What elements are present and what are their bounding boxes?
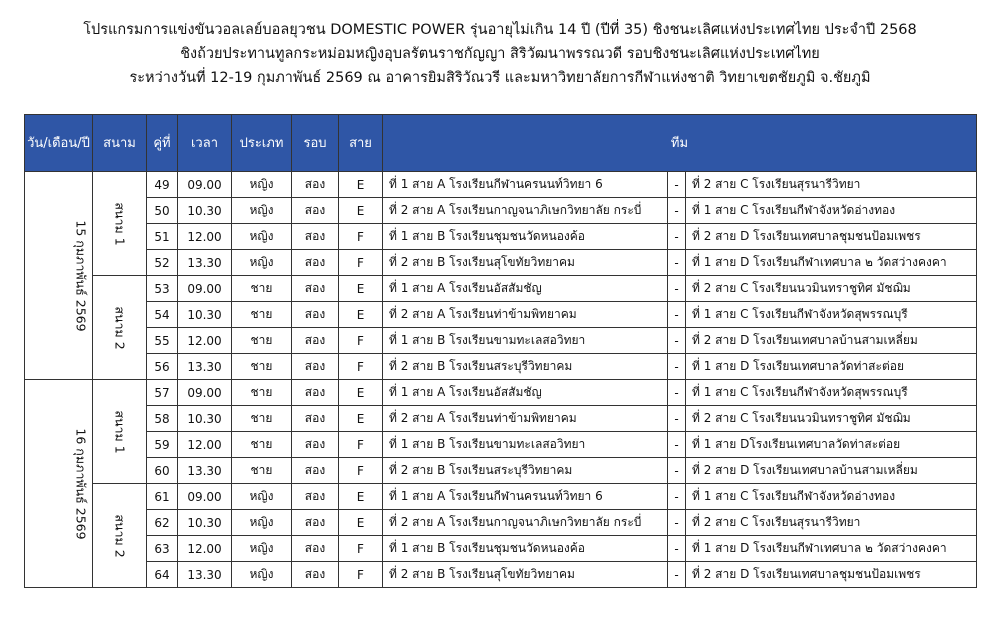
court-cell	[93, 380, 147, 484]
team-separator-cell: -	[668, 510, 686, 536]
type-cell: ชาย	[232, 458, 292, 484]
type-cell: หญิง	[232, 250, 292, 276]
team-a-cell: ที่ 2 สาย B โรงเรียนสระบุรีวิทยาคม	[383, 354, 668, 380]
team-separator-cell: -	[668, 172, 686, 198]
type-cell: ชาย	[232, 432, 292, 458]
team-a-cell: ที่ 2 สาย B โรงเรียนสระบุรีวิทยาคม	[383, 458, 668, 484]
type-cell: ชาย	[232, 302, 292, 328]
line-cell: F	[339, 328, 383, 354]
type-cell: หญิง	[232, 536, 292, 562]
type-cell: ชาย	[232, 276, 292, 302]
round-cell: สอง	[292, 380, 339, 406]
col-header-line: สาย	[339, 115, 383, 172]
match-number-cell: 50	[147, 198, 178, 224]
table-row	[25, 458, 977, 484]
team-b-cell: ที่ 1 สาย C โรงเรียนกีฬาจังหวัดสุพรรณบุรี	[686, 302, 977, 328]
team-b-cell: ที่ 1 สาย D โรงเรียนกีฬาเทศบาล ๒ วัดสว่างคงคา	[686, 536, 977, 562]
col-header-team: ทีม	[383, 115, 977, 172]
col-header-time: เวลา	[178, 115, 232, 172]
team-a-cell: ที่ 1 สาย B โรงเรียนชุมชนวัดหนองค้อ	[383, 224, 668, 250]
date-cell	[25, 172, 93, 380]
match-number-cell: 53	[147, 276, 178, 302]
table-row	[25, 432, 977, 458]
team-separator-cell: -	[668, 250, 686, 276]
date-cell	[25, 380, 93, 588]
team-b-cell: ที่ 1 สาย D โรงเรียนกีฬาเทศบาล ๒ วัดสว่างคงคา	[686, 250, 977, 276]
match-number-cell: 64	[147, 562, 178, 588]
team-a-cell: ที่ 1 สาย B โรงเรียนขามทะเลสอวิทยา	[383, 432, 668, 458]
time-cell: 12.00	[178, 536, 232, 562]
title-line-3: ระหว่างวันที่ 12-19 กุมภาพันธ์ 2569 ณ อาคารยิมสิริวัณวรี และมหาวิทยาลัยการกีฬาแห่งชาติ วิทยาเขตชัยภูมิ จ.ชัยภูมิ	[129, 70, 871, 86]
time-cell: 09.00	[178, 380, 232, 406]
round-cell: สอง	[292, 484, 339, 510]
team-a-cell: ที่ 1 สาย A โรงเรียนกีฬานครนนท์วิทยา 6	[383, 172, 668, 198]
team-b-cell: ที่ 1 สาย Dโรงเรียนเทศบาลวัดท่าสะต่อย	[686, 432, 977, 458]
time-cell: 13.30	[178, 354, 232, 380]
team-b-cell: ที่ 2 สาย D โรงเรียนเทศบาลบ้านสามเหลี่ยม	[686, 328, 977, 354]
team-a-cell: ที่ 1 สาย A โรงเรียนกีฬานครนนท์วิทยา 6	[383, 484, 668, 510]
team-separator-cell: -	[668, 458, 686, 484]
match-number-cell: 55	[147, 328, 178, 354]
team-separator-cell: -	[668, 406, 686, 432]
round-cell: สอง	[292, 536, 339, 562]
round-cell: สอง	[292, 432, 339, 458]
match-number-cell: 52	[147, 250, 178, 276]
match-number-cell: 59	[147, 432, 178, 458]
match-number-cell: 49	[147, 172, 178, 198]
team-a-cell: ที่ 2 สาย A โรงเรียนกาญจนาภิเษกวิทยาลัย กระบี่	[383, 510, 668, 536]
type-cell: หญิง	[232, 172, 292, 198]
title-line-2: ชิงถ้วยประทานทูลกระหม่อมหญิงอุบลรัตนราชกัญญา สิริวัฒนาพรรณวดี รอบชิงชนะเลิศแห่งประเทศไทย	[180, 46, 820, 62]
time-cell: 12.00	[178, 224, 232, 250]
team-a-cell: ที่ 2 สาย A โรงเรียนท่าข้ามพิทยาคม	[383, 302, 668, 328]
col-header-court: สนาม	[93, 115, 147, 172]
line-cell: E	[339, 198, 383, 224]
round-cell: สอง	[292, 224, 339, 250]
time-cell: 12.00	[178, 328, 232, 354]
team-b-cell: ที่ 1 สาย C โรงเรียนกีฬาจังหวัดสุพรรณบุรี	[686, 380, 977, 406]
round-cell: สอง	[292, 562, 339, 588]
line-cell: F	[339, 536, 383, 562]
match-number-cell: 51	[147, 224, 178, 250]
team-separator-cell: -	[668, 484, 686, 510]
table-row	[25, 354, 977, 380]
team-a-cell: ที่ 1 สาย A โรงเรียนอัสสัมชัญ	[383, 380, 668, 406]
line-cell: E	[339, 484, 383, 510]
match-number-cell: 63	[147, 536, 178, 562]
match-number-cell: 54	[147, 302, 178, 328]
type-cell: หญิง	[232, 198, 292, 224]
team-b-cell: ที่ 2 สาย C โรงเรียนสุรนารีวิทยา	[686, 172, 977, 198]
court-label: สนาม 1	[112, 201, 128, 246]
type-cell: หญิง	[232, 484, 292, 510]
team-separator-cell: -	[668, 328, 686, 354]
time-cell: 13.30	[178, 562, 232, 588]
type-cell: ชาย	[232, 328, 292, 354]
round-cell: สอง	[292, 354, 339, 380]
schedule-table	[24, 114, 977, 588]
col-header-date: วัน/เดือน/ปี	[25, 115, 93, 172]
table-row	[25, 484, 977, 510]
line-cell: F	[339, 354, 383, 380]
line-cell: F	[339, 432, 383, 458]
court-label: สนาม 1	[112, 409, 128, 454]
col-header-type: ประเภท	[232, 115, 292, 172]
team-separator-cell: -	[668, 380, 686, 406]
time-cell: 13.30	[178, 250, 232, 276]
time-cell: 10.30	[178, 302, 232, 328]
team-b-cell: ที่ 1 สาย C โรงเรียนกีฬาจังหวัดอ่างทอง	[686, 484, 977, 510]
team-separator-cell: -	[668, 224, 686, 250]
line-cell: F	[339, 250, 383, 276]
team-b-cell: ที่ 2 สาย C โรงเรียนนวมินทราชูทิศ มัชฌิม	[686, 276, 977, 302]
table-row	[25, 172, 977, 198]
team-a-cell: ที่ 1 สาย B โรงเรียนชุมชนวัดหนองค้อ	[383, 536, 668, 562]
time-cell: 09.00	[178, 172, 232, 198]
type-cell: ชาย	[232, 406, 292, 432]
round-cell: สอง	[292, 172, 339, 198]
team-b-cell: ที่ 2 สาย D โรงเรียนเทศบาลชุมชนป้อมเพชร	[686, 224, 977, 250]
team-a-cell: ที่ 1 สาย A โรงเรียนอัสสัมชัญ	[383, 276, 668, 302]
round-cell: สอง	[292, 250, 339, 276]
match-number-cell: 56	[147, 354, 178, 380]
col-header-round: รอบ	[292, 115, 339, 172]
date-label: 16 กุมภาพันธ์ 2569	[73, 427, 89, 540]
team-a-cell: ที่ 1 สาย B โรงเรียนขามทะเลสอวิทยา	[383, 328, 668, 354]
document-title-block	[0, 18, 1000, 90]
type-cell: หญิง	[232, 510, 292, 536]
court-cell	[93, 172, 147, 276]
line-cell: E	[339, 302, 383, 328]
round-cell: สอง	[292, 458, 339, 484]
line-cell: E	[339, 380, 383, 406]
table-row	[25, 198, 977, 224]
round-cell: สอง	[292, 510, 339, 536]
time-cell: 10.30	[178, 510, 232, 536]
team-separator-cell: -	[668, 198, 686, 224]
team-separator-cell: -	[668, 276, 686, 302]
round-cell: สอง	[292, 198, 339, 224]
team-a-cell: ที่ 2 สาย B โรงเรียนสุโขทัยวิทยาคม	[383, 250, 668, 276]
table-row	[25, 328, 977, 354]
match-number-cell: 61	[147, 484, 178, 510]
team-b-cell: ที่ 2 สาย D โรงเรียนเทศบาลบ้านสามเหลี่ยม	[686, 458, 977, 484]
team-a-cell: ที่ 2 สาย A โรงเรียนท่าข้ามพิทยาคม	[383, 406, 668, 432]
match-number-cell: 62	[147, 510, 178, 536]
table-row	[25, 276, 977, 302]
table-row	[25, 250, 977, 276]
court-cell	[93, 484, 147, 588]
line-cell: F	[339, 224, 383, 250]
team-separator-cell: -	[668, 432, 686, 458]
round-cell: สอง	[292, 406, 339, 432]
team-separator-cell: -	[668, 302, 686, 328]
line-cell: E	[339, 406, 383, 432]
time-cell: 10.30	[178, 406, 232, 432]
match-number-cell: 60	[147, 458, 178, 484]
type-cell: หญิง	[232, 562, 292, 588]
team-a-cell: ที่ 2 สาย A โรงเรียนกาญจนาภิเษกวิทยาลัย กระบี่	[383, 198, 668, 224]
col-header-match: คู่ที่	[147, 115, 178, 172]
team-b-cell: ที่ 2 สาย C โรงเรียนนวมินทราชูทิศ มัชฌิม	[686, 406, 977, 432]
round-cell: สอง	[292, 276, 339, 302]
type-cell: ชาย	[232, 380, 292, 406]
round-cell: สอง	[292, 328, 339, 354]
table-row	[25, 380, 977, 406]
team-b-cell: ที่ 1 สาย C โรงเรียนกีฬาจังหวัดอ่างทอง	[686, 198, 977, 224]
time-cell: 09.00	[178, 276, 232, 302]
round-cell: สอง	[292, 302, 339, 328]
team-b-cell: ที่ 1 สาย D โรงเรียนเทศบาลวัดท่าสะต่อย	[686, 354, 977, 380]
team-separator-cell: -	[668, 562, 686, 588]
date-label: 15 กุมภาพันธ์ 2569	[73, 219, 89, 332]
time-cell: 13.30	[178, 458, 232, 484]
type-cell: ชาย	[232, 354, 292, 380]
time-cell: 09.00	[178, 484, 232, 510]
line-cell: E	[339, 276, 383, 302]
team-b-cell: ที่ 2 สาย C โรงเรียนสุรนารีวิทยา	[686, 510, 977, 536]
line-cell: E	[339, 172, 383, 198]
table-row	[25, 562, 977, 588]
table-row	[25, 406, 977, 432]
court-label: สนาม 2	[112, 513, 128, 558]
table-row	[25, 536, 977, 562]
team-b-cell: ที่ 2 สาย D โรงเรียนเทศบาลชุมชนป้อมเพชร	[686, 562, 977, 588]
line-cell: F	[339, 562, 383, 588]
schedule-body	[25, 172, 977, 588]
court-label: สนาม 2	[112, 305, 128, 350]
type-cell: หญิง	[232, 224, 292, 250]
match-number-cell: 58	[147, 406, 178, 432]
time-cell: 10.30	[178, 198, 232, 224]
court-cell	[93, 276, 147, 380]
time-cell: 12.00	[178, 432, 232, 458]
team-separator-cell: -	[668, 354, 686, 380]
table-row	[25, 302, 977, 328]
line-cell: F	[339, 458, 383, 484]
match-number-cell: 57	[147, 380, 178, 406]
title-line-1: โปรแกรมการแข่งขันวอลเลย์บอลยุวชน DOMESTIC POWER รุ่นอายุไม่เกิน 14 ปี (ปีที่ 35) ชิงชนะเลิศแห่งประเทศไทย ประจำปี 2568	[83, 22, 917, 38]
table-row	[25, 510, 977, 536]
team-a-cell: ที่ 2 สาย B โรงเรียนสุโขทัยวิทยาคม	[383, 562, 668, 588]
table-row	[25, 224, 977, 250]
line-cell: E	[339, 510, 383, 536]
table-header-row	[25, 115, 977, 172]
team-separator-cell: -	[668, 536, 686, 562]
